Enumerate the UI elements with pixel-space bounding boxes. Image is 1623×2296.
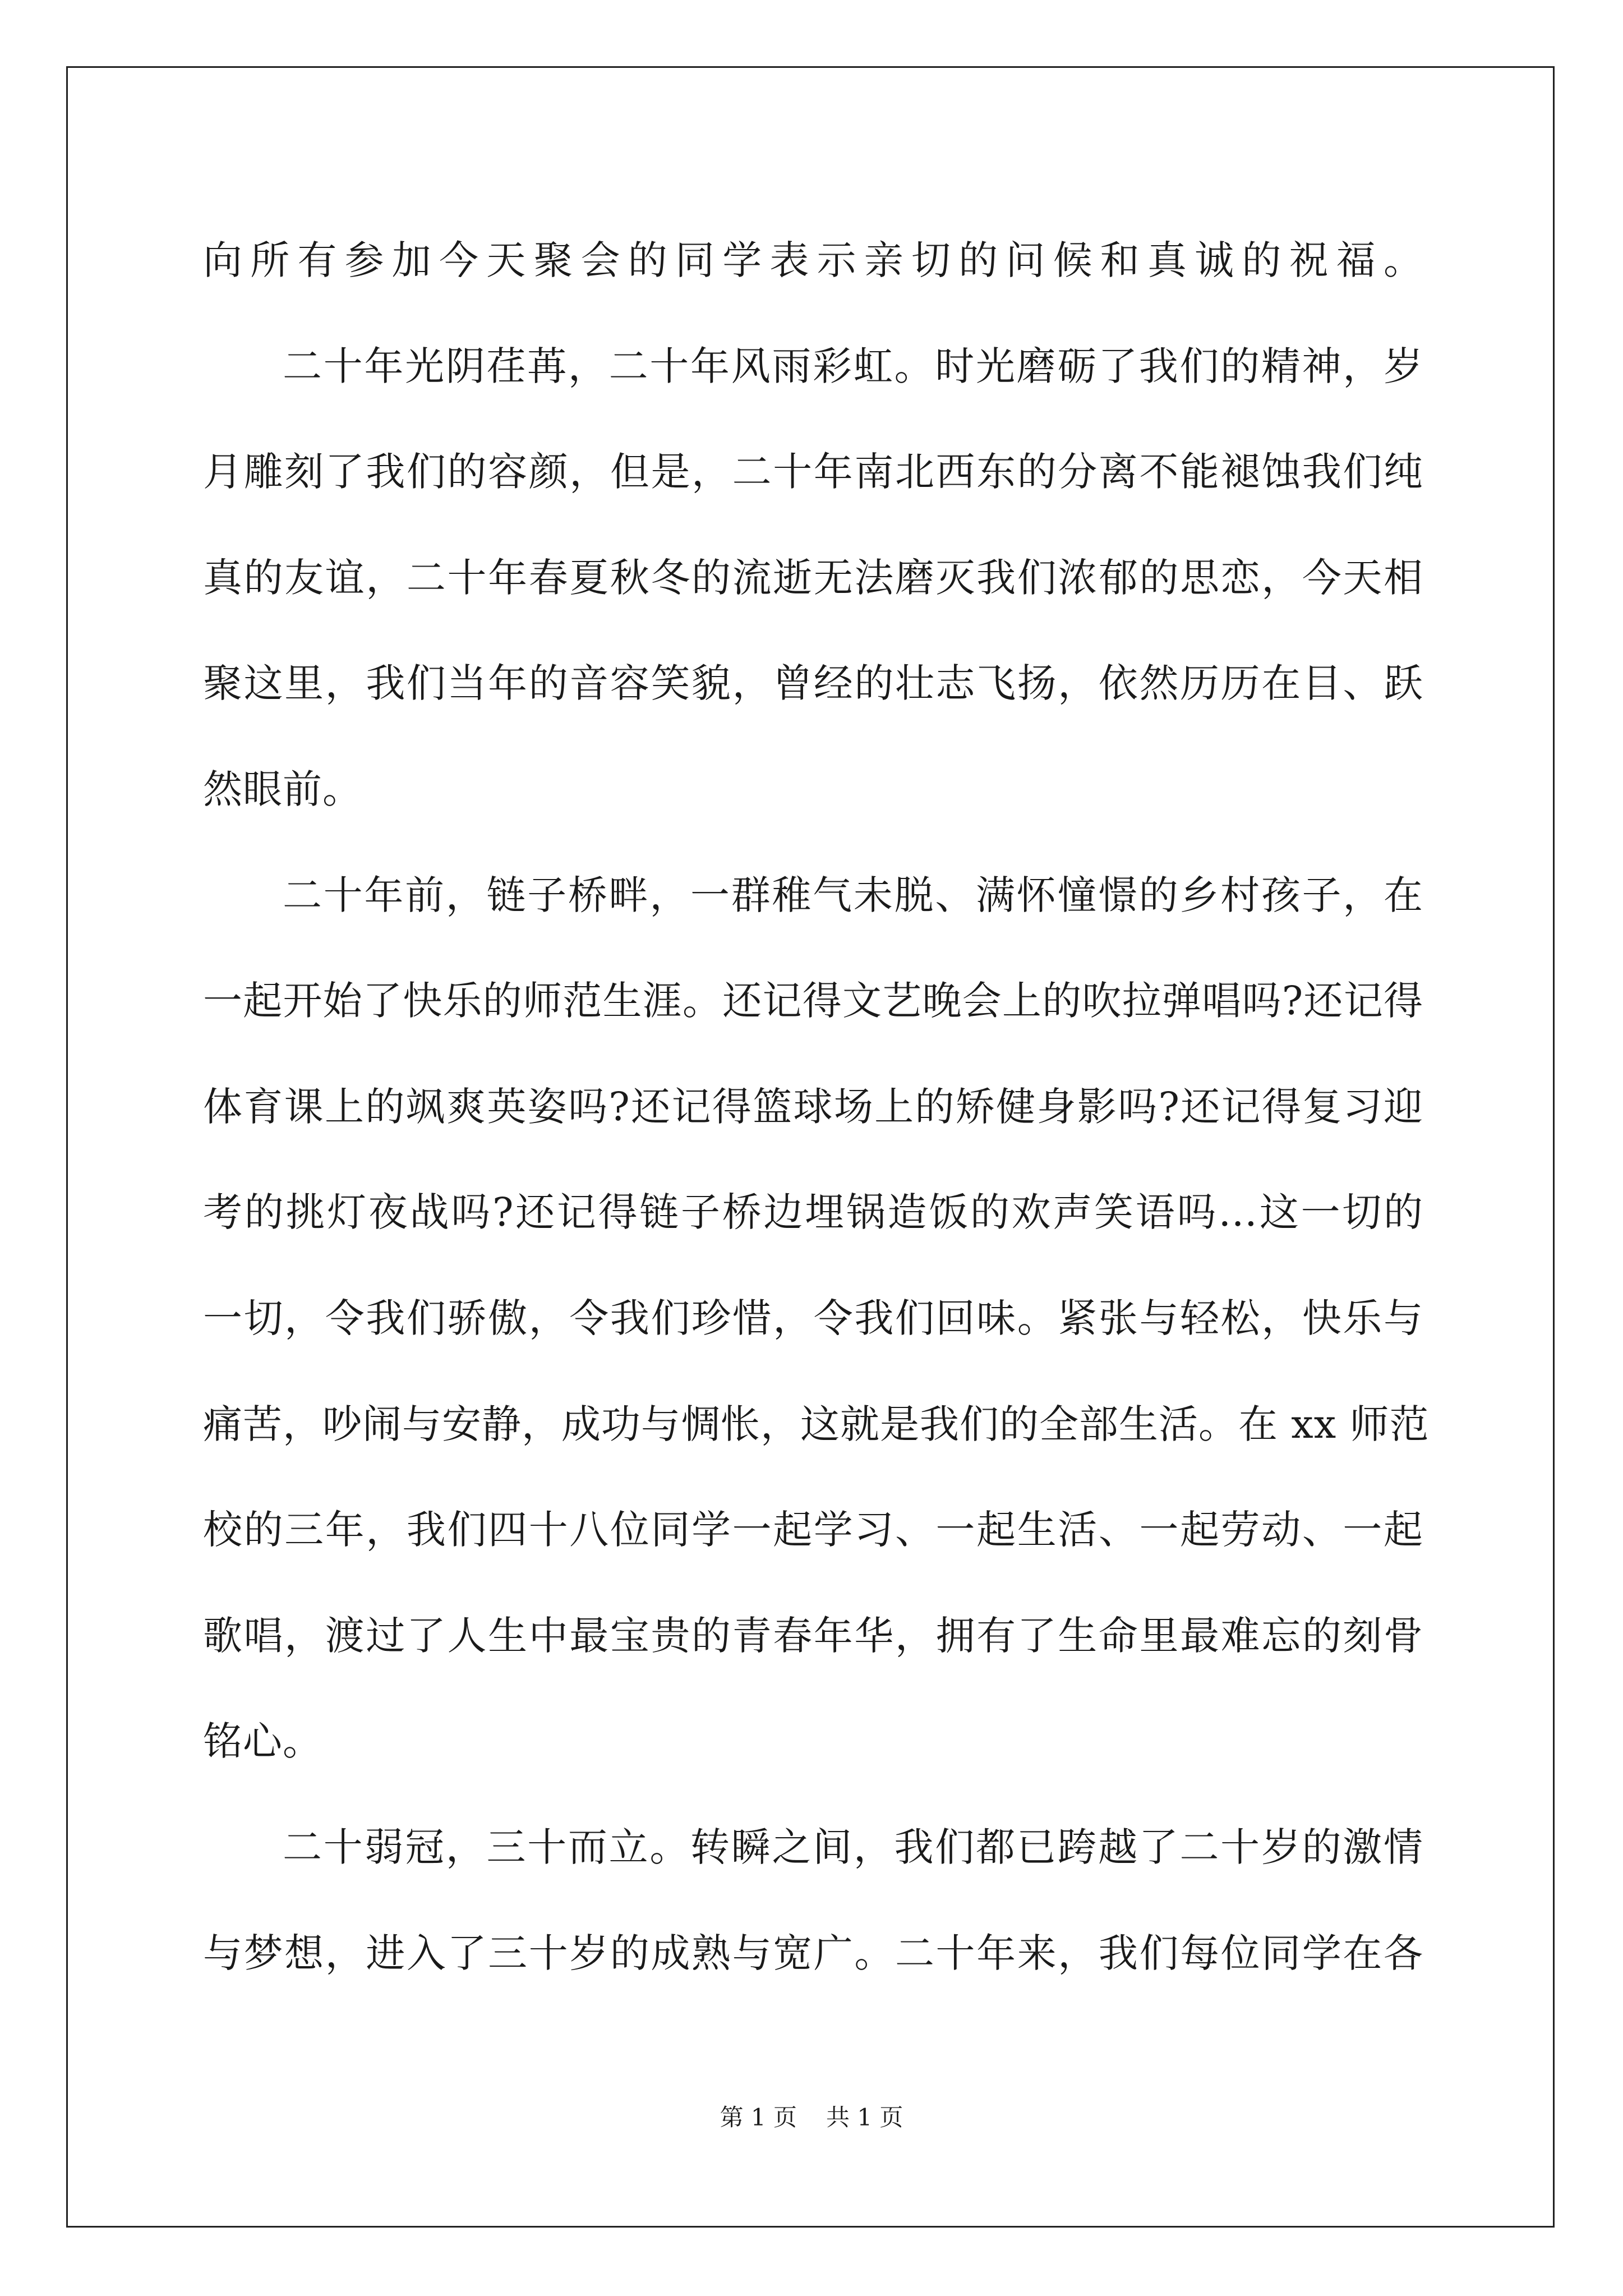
text-line: 一切，令我们骄傲，令我们珍惜，令我们回味。紧张与轻松，快乐与 bbox=[203, 1295, 1423, 1341]
text-line: 聚这里，我们当年的音容笑貌，曾经的壮志飞扬，依然历历在目、跃 bbox=[203, 660, 1423, 707]
text-line: 然眼前。 bbox=[203, 766, 362, 812]
text-line: 真的友谊，二十年春夏秋冬的流逝无法磨灭我们浓郁的思恋，今天相 bbox=[203, 554, 1423, 601]
text-line: 一起开始了快乐的师范生涯。还记得文艺晚会上的吹拉弹唱吗?还记得 bbox=[203, 978, 1423, 1024]
text-line: 与梦想，进入了三十岁的成熟与宽广。二十年来，我们每位同学在各 bbox=[203, 1930, 1423, 1976]
text-line: 二十弱冠，三十而立。转瞬之间，我们都已跨越了二十岁的激情 bbox=[283, 1824, 1423, 1870]
text-line: 二十年前，链子桥畔，一群稚气未脱、满怀憧憬的乡村孩子，在 bbox=[283, 872, 1423, 918]
page-total: 共 1 页 bbox=[826, 2104, 903, 2131]
text-line: 二十年光阴荏苒，二十年风雨彩虹。时光磨砺了我们的精神，岁 bbox=[283, 343, 1423, 389]
text-line: 月雕刻了我们的容颜，但是，二十年南北西东的分离不能褪蚀我们纯 bbox=[203, 449, 1423, 495]
text-line: 痛苦，吵闹与安静，成功与惆怅，这就是我们的全部生活。在 xx 师范 bbox=[203, 1401, 1430, 1447]
text-line: 向所有参加今天聚会的同学表示亲切的问候和真诚的祝福。 bbox=[203, 237, 1423, 283]
page-footer bbox=[0, 2101, 1623, 2134]
text-line: 校的三年，我们四十八位同学一起学习、一起生活、一起劳动、一起 bbox=[203, 1507, 1423, 1553]
document-body bbox=[203, 208, 1430, 2006]
text-line: 歌唱，渡过了人生中最宝贵的青春年华，拥有了生命里最难忘的刻骨 bbox=[203, 1612, 1423, 1659]
text-line: 体育课上的飒爽英姿吗?还记得篮球场上的矫健身影吗?还记得复习迎 bbox=[203, 1083, 1423, 1130]
page-number: 第 1 页 bbox=[720, 2104, 797, 2131]
text-line: 铭心。 bbox=[203, 1718, 322, 1765]
text-line: 考的挑灯夜战吗?还记得链子桥边埋锅造饭的欢声笑语吗…这一切的 bbox=[203, 1189, 1423, 1236]
